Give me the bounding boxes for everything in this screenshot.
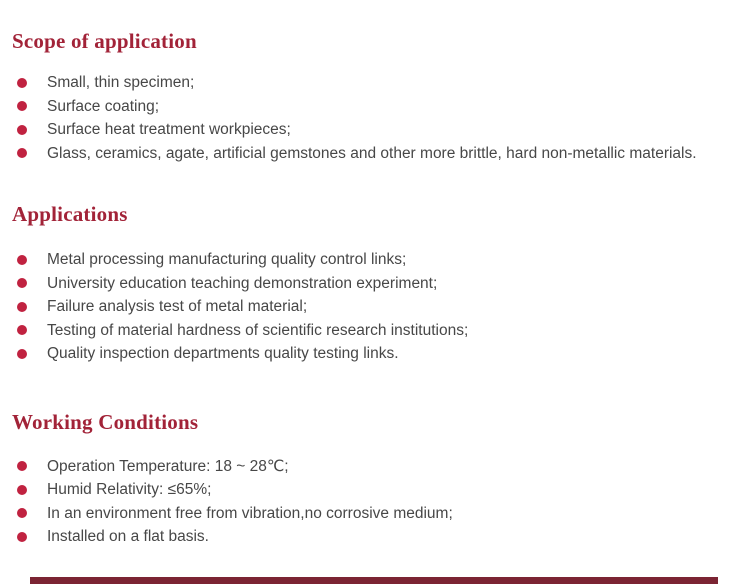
list-item-text: Installed on a flat basis. (47, 528, 209, 545)
list-item-text: In an environment free from vibration,no corrosive medium; (47, 504, 453, 522)
bullet-icon (17, 508, 27, 518)
list-item (17, 342, 750, 366)
working-conditions-bullet-list (0, 455, 750, 549)
list-item (17, 248, 750, 272)
scope-bullet-list (0, 71, 750, 165)
list-item-text: Testing of material hardness of scientific research institutions; (47, 321, 469, 339)
section-scope-of-application (0, 30, 750, 165)
bullet-icon (17, 532, 27, 542)
section-working-conditions (0, 411, 750, 549)
bullet-icon (17, 125, 27, 135)
bullet-icon (17, 325, 27, 335)
list-item-text: University education teaching demonstration experiment; (47, 274, 438, 292)
list-item (17, 142, 750, 166)
list-item-text: Failure analysis test of metal material; (47, 298, 308, 315)
applications-bullet-list (0, 248, 750, 366)
list-item-text: Humid Relativity: ≤65%; (47, 481, 212, 498)
bullet-icon (17, 101, 27, 111)
footer-divider-bar (30, 577, 718, 584)
list-item-text: Surface heat treatment workpieces; (47, 121, 291, 138)
section-title-scope-of-application: Scope of application (12, 29, 197, 53)
bullet-icon (17, 302, 27, 312)
list-item (17, 71, 750, 95)
list-item (17, 319, 750, 343)
bullet-icon (17, 485, 27, 495)
list-item (17, 118, 750, 142)
list-item-text: Glass, ceramics, agate, artificial gemstones and other more brittle, hard non-metallic materials. (47, 144, 697, 162)
list-item (17, 455, 750, 479)
list-item-text: Quality inspection departments quality testing links. (47, 345, 399, 362)
list-item (17, 525, 750, 549)
list-item (17, 95, 750, 119)
bullet-icon (17, 255, 27, 265)
bullet-icon (17, 148, 27, 158)
section-applications (0, 203, 750, 366)
list-item-text: Operation Temperature: 18 ~ 28℃; (47, 457, 289, 475)
section-title-working-conditions: Working Conditions (12, 409, 199, 434)
section-title-applications: Applications (12, 202, 128, 226)
list-item (17, 478, 750, 502)
list-item (17, 272, 750, 296)
bullet-icon (17, 349, 27, 359)
list-item-text: Small, thin specimen; (47, 74, 195, 91)
list-item-text: Surface coating; (47, 97, 160, 115)
bullet-icon (17, 461, 27, 471)
bullet-icon (17, 278, 27, 288)
list-item-text: Metal processing manufacturing quality control links; (47, 251, 407, 268)
list-item (17, 295, 750, 319)
list-item (17, 502, 750, 526)
bullet-icon (17, 78, 27, 88)
